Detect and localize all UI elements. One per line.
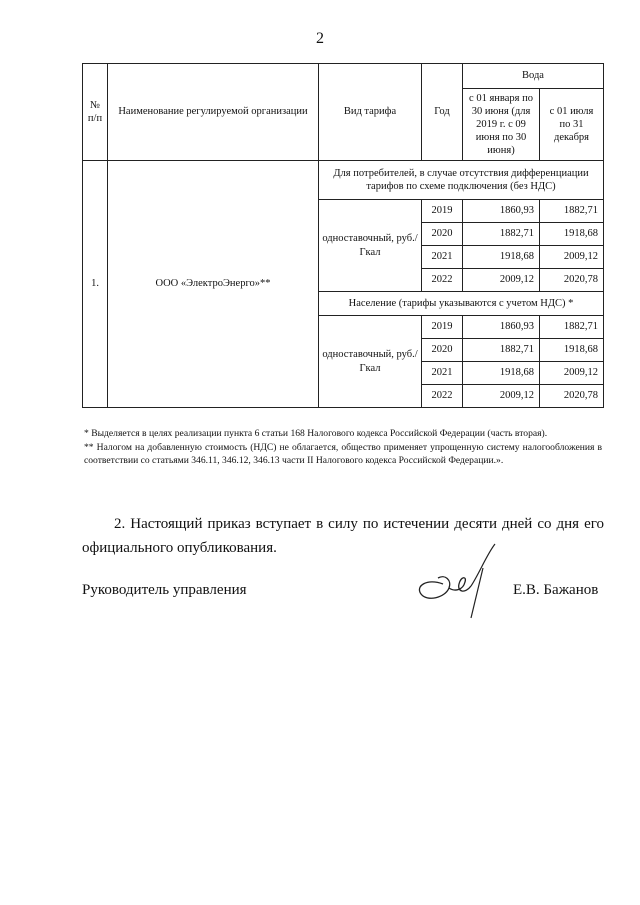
value-second-half: 1918,68 xyxy=(540,223,604,246)
organization-name: ООО «ЭлектроЭнерго»** xyxy=(108,161,319,408)
year-cell: 2022 xyxy=(422,385,463,408)
header-organization: Наименование регулируемой организации xyxy=(108,64,319,161)
signer-name: Е.В. Бажанов xyxy=(513,582,599,598)
value-second-half: 2020,78 xyxy=(540,385,604,408)
value-first-half: 1918,68 xyxy=(463,362,540,385)
header-period-first-half: с 01 января по 30 июня (для 2019 г. с 09 июня по 30 июня) xyxy=(463,89,540,161)
header-water: Вода xyxy=(463,64,604,89)
handwritten-signature xyxy=(405,540,505,620)
page-number: 2 xyxy=(316,30,324,47)
value-first-half: 2009,12 xyxy=(463,269,540,292)
signer-position: Руководитель управления xyxy=(82,582,247,598)
year-cell: 2019 xyxy=(422,200,463,223)
value-first-half: 2009,12 xyxy=(463,385,540,408)
tariff-type-cell: одноставочный, руб./Гкал xyxy=(319,316,422,408)
header-period-second-half: с 01 июля по 31 декабря xyxy=(540,89,604,161)
year-cell: 2021 xyxy=(422,246,463,269)
value-first-half: 1860,93 xyxy=(463,316,540,339)
tariff-table xyxy=(82,63,604,408)
section-title: Население (тарифы указываются с учетом НДС) * xyxy=(319,292,604,316)
footnote-vat-exempt: ** Налогом на добавленную стоимость (НДС) не облагается, общество применяет упрощенную систему налогообложения в соответствии со статьями 346.11, 346.12, 346.13 части II Налогового кодекса Российской Федерации.». xyxy=(84,441,602,467)
value-second-half: 1918,68 xyxy=(540,339,604,362)
year-cell: 2020 xyxy=(422,223,463,246)
value-second-half: 2020,78 xyxy=(540,269,604,292)
value-first-half: 1882,71 xyxy=(463,339,540,362)
section-title: Для потребителей, в случае отсутствия дифференциации тарифов по схеме подключения (без НДС) xyxy=(319,161,604,200)
value-first-half: 1860,93 xyxy=(463,200,540,223)
footnotes xyxy=(84,427,602,468)
header-num: № п/п xyxy=(83,64,108,161)
footnote-vat-included: * Выделяется в целях реализации пункта 6 статьи 168 Налогового кодекса Российской Федерации (часть вторая). xyxy=(84,428,548,439)
year-cell: 2022 xyxy=(422,269,463,292)
value-second-half: 2009,12 xyxy=(540,362,604,385)
value-first-half: 1882,71 xyxy=(463,223,540,246)
tariff-type-cell: одноставочный, руб./Гкал xyxy=(319,200,422,292)
effective-date-paragraph: 2. Настоящий приказ вступает в силу по истечении десяти дней со дня его официального опубликования. xyxy=(82,516,604,556)
value-second-half: 1882,71 xyxy=(540,200,604,223)
header-tariff-type: Вид тарифа xyxy=(319,64,422,161)
value-second-half: 2009,12 xyxy=(540,246,604,269)
header-year: Год xyxy=(422,64,463,161)
year-cell: 2019 xyxy=(422,316,463,339)
year-cell: 2020 xyxy=(422,339,463,362)
row-number: 1. xyxy=(83,161,108,408)
year-cell: 2021 xyxy=(422,362,463,385)
value-first-half: 1918,68 xyxy=(463,246,540,269)
value-second-half: 1882,71 xyxy=(540,316,604,339)
